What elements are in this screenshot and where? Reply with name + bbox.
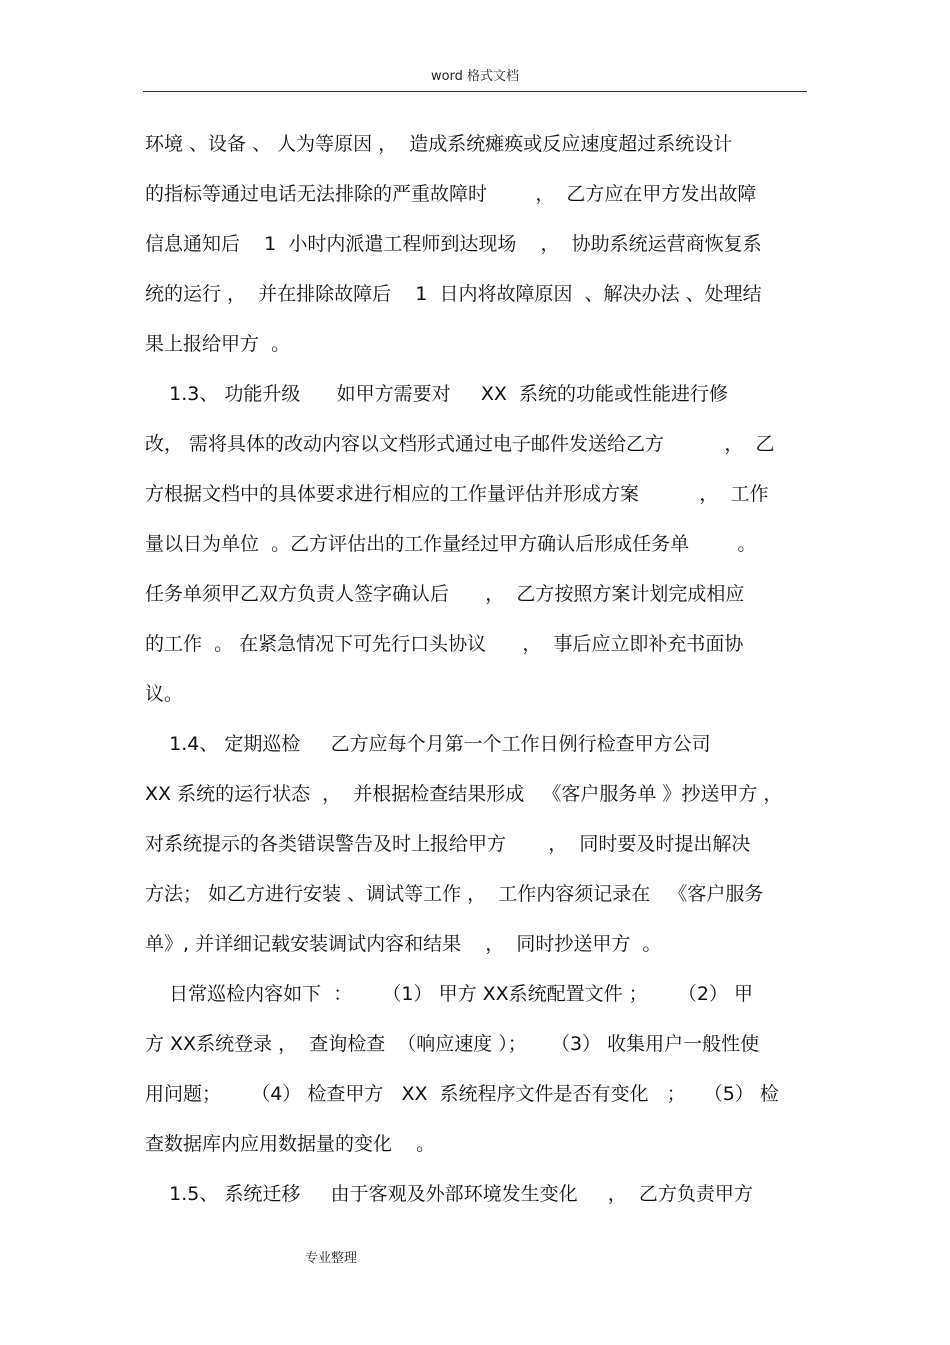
- body-line: 任务单须甲乙双方负责人签字确认后 ， 乙方按照方案计划完成相应: [145, 583, 745, 605]
- body-line: XX 系统的运行状态 ， 并根据检查结果形成 《客户服务单 》抄送甲方 ，: [145, 783, 783, 805]
- body-line: 量以日为单位 。乙方评估出的工作量经过甲方确认后形成任务单 。: [145, 533, 757, 555]
- body-line: 方根据文档中的具体要求进行相应的工作量评估并形成方案 ， 工作: [145, 483, 769, 505]
- body-line: 的指标等通过电话无法排除的严重故障时 ， 乙方应在甲方发出故障: [145, 183, 757, 205]
- body-line: 1.5、 系统迁移 由于客观及外部环境发生变化 ， 乙方负责甲方: [145, 1183, 753, 1205]
- body-line: 1.3、 功能升级 如甲方需要对 XX 系统的功能或性能进行修: [145, 383, 728, 405]
- body-line: 对系统提示的各类错误警告及时上报给甲方 ， 同时要及时提出解决: [145, 833, 751, 855]
- body-line: 改， 需将具体的改动内容以文档形式通过电子邮件发送给乙方 ， 乙: [145, 433, 775, 455]
- page-header: word 格式文档: [430, 69, 520, 84]
- body-line: 信息通知后 1 小时内派遣工程师到达现场 ， 协助系统运营商恢复系: [145, 233, 762, 255]
- body-line: 方 XX系统登录 ， 查询检查 （响应速度 ）； （3） 收集用户一般性使: [145, 1033, 760, 1055]
- page-footer: 专业整理: [305, 1251, 358, 1266]
- body-line: 的工作 。 在紧急情况下可先行口头协议 ， 事后应立即补充书面协: [145, 633, 744, 655]
- body-line: 单》, 并详细记载安装调试内容和结果 ， 同时抄送甲方 。: [145, 933, 662, 955]
- body-line: 1.4、 定期巡检 乙方应每个月第一个工作日例行检查甲方公司: [145, 733, 711, 755]
- header-divider: [143, 91, 807, 92]
- body-line: 日常巡检内容如下 ： （1） 甲方 XX系统配置文件 ； （2） 甲: [145, 983, 754, 1005]
- body-line: 查数据库内应用数据量的变化 。: [145, 1133, 436, 1155]
- body-line: 议。: [145, 683, 184, 705]
- body-line: 用问题； （4） 检查甲方 XX 系统程序文件是否有变化 ； （5） 检: [145, 1083, 779, 1105]
- body-line: 方法； 如乙方进行安装 、调试等工作 ， 工作内容须记录在 《客户服务: [145, 883, 764, 905]
- body-line: 果上报给甲方 。: [145, 333, 291, 355]
- body-line: 统的运行 ， 并在排除故障后 1 日内将故障原因 、解决办法 、处理结: [145, 283, 762, 305]
- body-line: 环境 、设备 、 人为等原因 ， 造成系统瘫痪或反应速度超过系统设计: [145, 133, 733, 155]
